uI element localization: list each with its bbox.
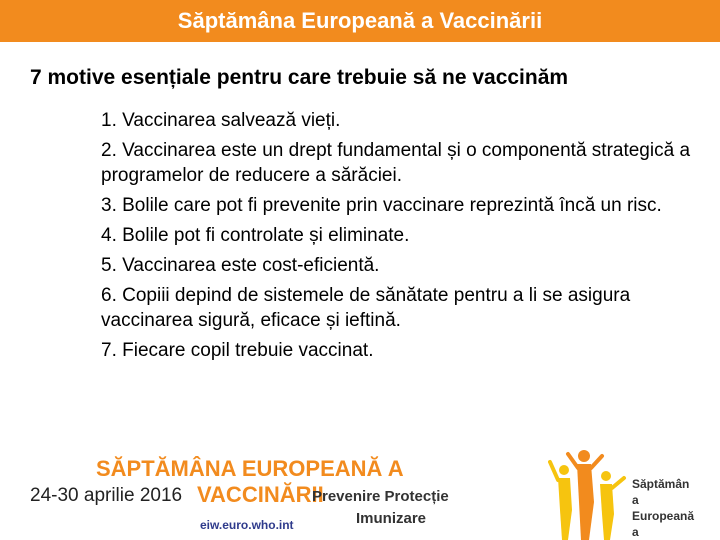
- figure-orange: [568, 450, 602, 540]
- reasons-list: [101, 108, 701, 368]
- list-item: 5. Vaccinarea este cost-eficientă.: [101, 255, 380, 276]
- list-item: 7. Fiecare copil trebuie vaccinat.: [101, 340, 374, 361]
- list-item: 6. Copiii depind de sistemele de sănătate pentru a li se asigura vaccinarea sigură, eficace și ieftină.: [101, 285, 631, 331]
- campaign-headline-line2: VACCINĂRII: [197, 482, 324, 507]
- side-label-line: a: [632, 525, 639, 539]
- list-item: 1. Vaccinarea salvează vieți.: [101, 110, 341, 131]
- side-label-line: Europeană: [632, 509, 695, 523]
- figure-yellow-right: [600, 471, 624, 540]
- list-item: 2. Vaccinarea este un drept fundamental și o componentă strategică a programelor de reducere a sărăciei.: [101, 140, 691, 186]
- title-banner: [0, 0, 720, 42]
- list-item: 3. Bolile care pot fi prevenite prin vaccinare reprezintă încă un risc.: [101, 195, 662, 216]
- campaign-side-label: [632, 476, 718, 540]
- page-title: Săptămâna Europeană a Vaccinării: [177, 8, 543, 33]
- side-label-line: a: [632, 493, 639, 507]
- campaign-dates: 24-30 aprilie 2016: [30, 485, 183, 506]
- campaign-url[interactable]: eiw.euro.who.int: [200, 518, 294, 532]
- children-figures-logo-icon: [548, 448, 628, 540]
- side-label-line: Săptămân: [632, 477, 690, 491]
- campaign-pillars: Prevenire Protecție: [312, 488, 449, 505]
- campaign-pillar-immunization: Imunizare: [356, 510, 427, 527]
- figure-yellow-left: [550, 462, 572, 540]
- list-item: 4. Bolile pot fi controlate și eliminate.: [101, 225, 410, 246]
- slide-subtitle: 7 motive esențiale pentru care trebuie să ne vaccinăm: [30, 66, 569, 89]
- campaign-headline: SĂPTĂMÂNA EUROPEANĂ A: [96, 456, 404, 481]
